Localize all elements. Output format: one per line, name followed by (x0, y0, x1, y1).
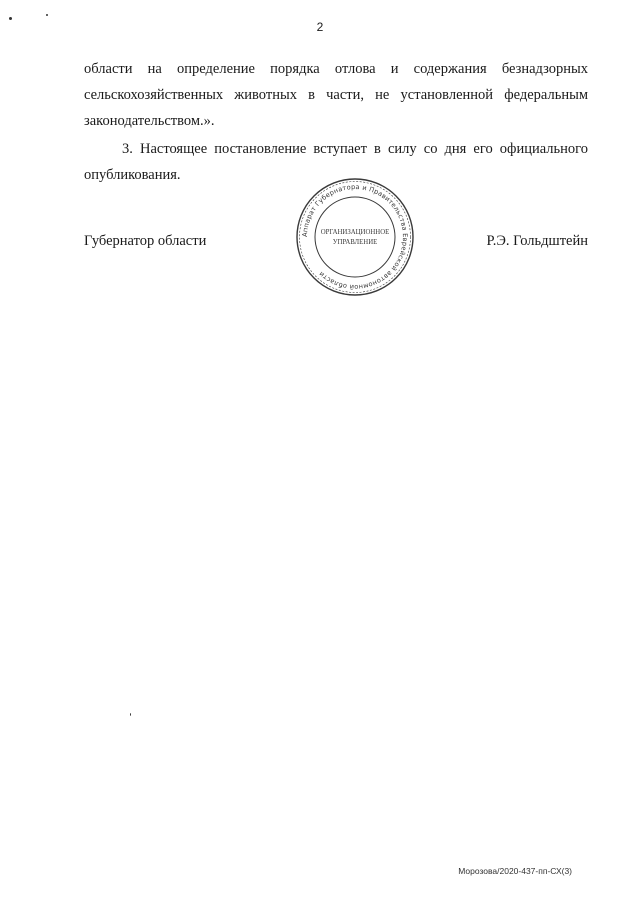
svg-text:Аппарат Губернатора и Правител (301, 183, 409, 291)
stamp-ring-text: Аппарат Губернатора и Правительства Еврейской автономной области (300, 182, 410, 292)
page-number: 2 (316, 20, 324, 34)
text-line: законодательством.». (84, 113, 215, 129)
text-line: сельскохозяйственных животных в части, не установленной федеральным (84, 87, 588, 103)
scan-speck (46, 14, 48, 16)
stamp-outer-ring (297, 179, 413, 295)
text-line: области на определение порядка отлова и содержания безнадзорных (84, 61, 588, 77)
scan-speck (130, 713, 131, 716)
stamp-outer-ring-inner (300, 182, 411, 293)
signatory-title: Губернатор области (84, 233, 207, 249)
text-line: 3. Настоящее постановление вступает в силу со дня его официального (122, 141, 588, 157)
stamp-center-line-2: УПРАВЛЕНИЕ (332, 239, 378, 246)
text-line: опубликования. (84, 167, 181, 183)
document-code: Морозова/2020-437-пп-СХ(3) (458, 866, 572, 876)
signatory-name: Р.Э. Гольдштейн (486, 233, 588, 249)
paragraph-continuation (84, 56, 588, 134)
official-stamp (293, 175, 417, 299)
stamp-inner-ring (315, 197, 395, 277)
stamp-center-line-1: ОРГАНИЗАЦИОННОЕ (320, 229, 390, 236)
document-body (84, 56, 588, 188)
